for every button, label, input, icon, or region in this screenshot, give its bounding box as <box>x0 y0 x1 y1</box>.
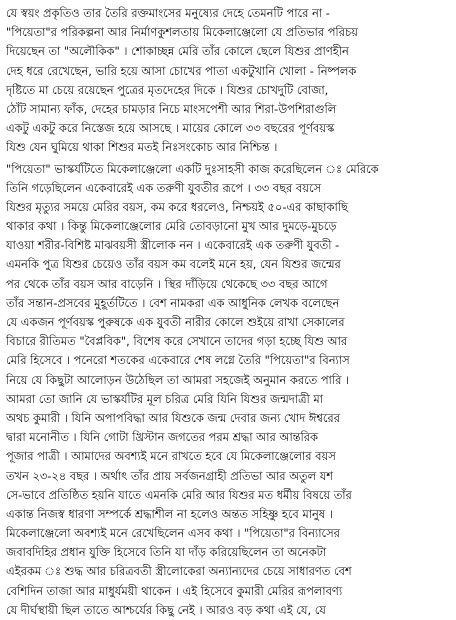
text-line: যিশুর মৃত্যুর সময়ে মেরির বয়স, কম করে ধরলেও, নিশ্চয়ই ৫০-এর কাছাকাছি <box>6 198 450 217</box>
text-line: মেরি হিসেবে । পনেরো শতকের একেবারে শেষ লগ্নে তৈরি "পিয়েতা"র বিন্যাস <box>6 351 450 370</box>
text-line: পূজার পাত্রী । আমাদের অবশ্যই মনে রাখতে হবে যে মিকেলাঞ্জেলোর বয়স <box>6 447 450 466</box>
text-line: দিয়েছেন তা "অলৌকিক" । শোকাচ্ছন্ন মেরি তাঁর কোলে ছেলে যিশুর প্রাণহীন <box>6 42 450 61</box>
text-line: তাঁর সন্তান-প্রসবের মুহূর্তটিতে । বেশ নামকরা এক আধুনিক লেখক বলেছেন <box>6 294 450 313</box>
text-line: অথচ কুমারী । যিনি অপাপবিদ্ধা আর যিশুকে জন্ম দেবার জন্য খোদ ঈশ্বরের <box>6 409 450 428</box>
text-line: বিচারে রীতিমত "বৈপ্লবিক", বিশেষ করে সেখানে তাদের গড়া হচ্ছে যিশু আর <box>6 332 450 351</box>
paragraph-1 <box>6 4 450 158</box>
text-line: এমনকি পুত্র যিশুর চেয়েও তাঁর বয়স কম বলেই মনে হয়, যেন যিশুর জন্মের <box>6 255 450 274</box>
text-line: নিয়ে যে কিছুটা আলোড়ন উঠেছিল তা আমরা সহজেই অনুমান করতে পারি । <box>6 371 450 390</box>
text-line: তিনি গড়েছিলেন একেবারেই এক তরুণী যুবতীর রূপে । ৩৩ বছর বয়সে <box>6 179 450 198</box>
text-line: একান্ত নিজস্ব ধারণা সম্পর্কে শ্রদ্ধাশীল না হলেও অন্তত সহিষ্ণু হবে মানুষ । <box>6 505 450 524</box>
text-line: দৃষ্টিতে মা চেয়ে রয়েছেন পুত্রের মৃতদেহের দিকে । যিশুর চোখদুটি বোজা, <box>6 81 450 100</box>
text-line: সে-ভাবে প্রতিষ্ঠিত হয়নি যাতে এমনকি মেরি আর যিশুর মত ধর্মীয় বিষয়ে তাঁর <box>6 486 450 505</box>
text-line: পর থেকে তাঁর বয়স আর বাড়েনি । স্থির দাঁড়িয়ে থেকেছে ৩৩ বছর আগে <box>6 275 450 294</box>
text-line: আমরা তো জানি যে ভাস্কর্যটির মূল চরিত্র মেরি যিনি যিশুর জন্মদাত্রী মা <box>6 390 450 409</box>
text-line: ঠোঁট সামান্য ফাঁক, দেহের চামড়ার নিচে মাংসপেশী আর শিরা-উপশিরাগুলি <box>6 100 450 119</box>
text-line: যিশু যেন ঘুমিয়ে থাকা শিশুর মতই নিঃসংকোচ আর নিশ্চিন্ত । <box>6 138 450 157</box>
text-line: "পিয়েতা"র পরিকল্পনা আর নির্মাণকুশলতায় মিকেলাঞ্জেলো যে প্রতিভার পরিচয় <box>6 23 450 42</box>
text-line: যাওয়া শরীর-বিশিষ্ট মাঝবয়সী স্ত্রীলোক নন । একেবারেই এক তরুণী যুবতী - <box>6 236 450 255</box>
text-line: যে দীর্ঘস্থায়ী ছিল তাতে আশ্চর্যের কিছু নেই । আরও বড় কথা এই যে, যে <box>6 601 450 620</box>
text-line: "পিয়েতা" ভাস্কর্যটিতে মিকেলাঞ্জেলো একটি দুঃসাহসী কাজ করেছিলেন ঃ মেরিকে <box>6 160 450 179</box>
text-line: দ্বারা মনোনীত । যিনি গোটা খ্রিস্টান জগতের পরম শ্রদ্ধা আর আন্তরিক <box>6 428 450 447</box>
text-line: একটু একটু করে নিস্তেজ হয়ে আসছে । মায়ের কোলে ৩৩ বছরের পূর্ণবয়স্ক <box>6 119 450 138</box>
text-line: এইরকম ঃ শুদ্ধ আর চরিত্রবতী স্ত্রীলোকেরা অন্যান্যদের চেয়ে সাধারণত বেশ <box>6 562 450 581</box>
text-line: যে একজন পূর্ণবয়স্ক পুরুষকে এক যুবতী নারীর কোলে শুইয়ে রাখা সেকালের <box>6 313 450 332</box>
text-line: বেশিদিন তাজা আর মাধুর্যময়ী থাকেন । এই হিসেবে কুমারী মেরির রূপলাবণ্য <box>6 582 450 601</box>
text-line: থাকার কথা । কিন্তু মিকেলাঞ্জেলোর মেরি তোবড়ানো মুখ আর দুমড়ে-মুচড়ে <box>6 217 450 236</box>
text-line: মিকেলাঞ্জেলো অবশ্যই মনে রেখেছিলেন এসব কথা । "পিয়েতা"র বিন্যাসের <box>6 524 450 543</box>
text-line: দেহ ধরে রেখেছেন, ভারি হয়ে আসা চোখের পাতা একটুখানি খোলা - নিষ্পলক <box>6 62 450 81</box>
text-line: তখন ২৩-২৪ বছর । অর্থাৎ তাঁর প্রায় সর্বজনগ্রাহী প্রতিভা আর অতুল যশ <box>6 467 450 486</box>
text-line: জবাবদিহির প্রধান যুক্তি হিসেবে তিনি যা দাঁড় করিয়েছিলেন তা অনেকটা <box>6 543 450 562</box>
paragraph-2 <box>6 160 450 620</box>
text-line: যে স্বয়ং প্রকৃতিও তার তৈরি রক্তমাংসের মনুষ্যের দেহে তেমনটি পারে না - <box>6 4 450 23</box>
